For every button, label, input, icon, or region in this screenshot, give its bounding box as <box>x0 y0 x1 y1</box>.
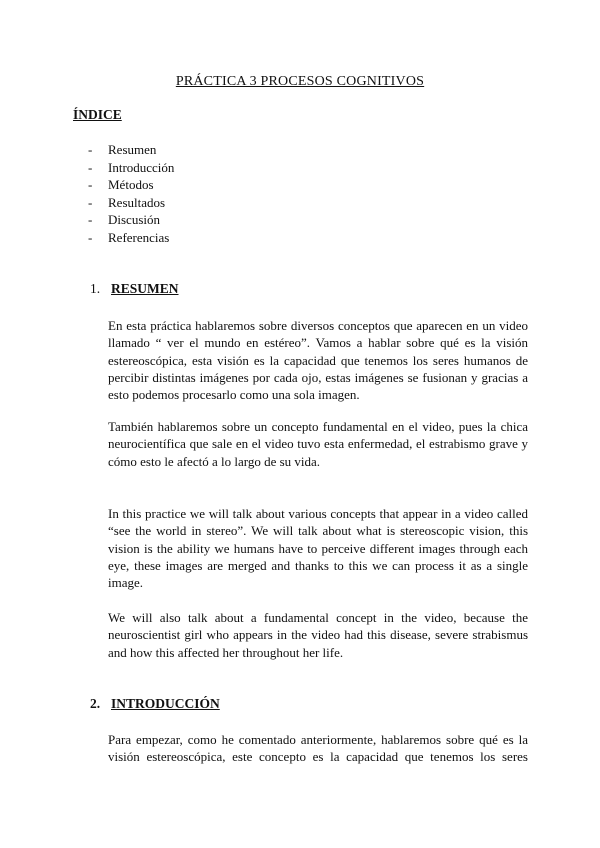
index-bullet: - <box>88 212 93 227</box>
paragraph-resumen-es-2: También hablaremos sobre un concepto fundamental en el video, pues la chica neurocientífica que sale en el video tuvo esta enfermedad, el estrabismo grave y cómo esto le afectó a lo largo de su vida. <box>108 419 528 469</box>
index-list <box>88 141 174 246</box>
index-bullet: - <box>88 194 93 210</box>
index-item-label: Métodos <box>108 177 154 192</box>
index-bullet: - <box>88 177 93 192</box>
section-number: 2. <box>90 696 101 711</box>
index-item <box>88 159 174 177</box>
index-item-label: Introducción <box>108 159 175 175</box>
index-item <box>88 229 174 247</box>
section-heading-resumen <box>90 281 179 297</box>
index-item <box>88 194 174 212</box>
document-title: PRÁCTICA 3 PROCESOS COGNITIVOS <box>175 74 425 89</box>
index-item <box>88 176 174 194</box>
index-bullet: - <box>88 159 93 175</box>
index-heading: ÍNDICE <box>73 107 122 122</box>
index-item <box>88 211 174 229</box>
paragraph-resumen-es-1: En esta práctica hablaremos sobre diversos conceptos que aparecen en un video llamado “ ver el mundo en estéreo”. Vamos a hablar sobre qué es la visión estereoscópica, esta visión es la capacidad que tenemos los seres humanos de percibir distintas imágenes por cada ojo, estas imágenes se fusionan y gracias a esto podemos procesarlo como una sola imagen. <box>108 318 528 403</box>
section-title: INTRODUCCIÓN <box>111 696 220 711</box>
index-bullet: - <box>88 142 93 157</box>
paragraph-introduccion-1: Para empezar, como he comentado anteriormente, hablaremos sobre qué es la visión estereoscópica, este concepto es la capacidad que tenemos los seres <box>108 732 528 765</box>
index-item-label: Resultados <box>108 194 166 210</box>
paragraph-resumen-en-2: We will also talk about a fundamental concept in the video, because the neuroscientist girl who appears in the video had this disease, severe strabismus and how this affected her throughout her life. <box>108 610 528 660</box>
index-item-label: Discusión <box>108 212 160 227</box>
section-heading-introduccion <box>90 696 220 712</box>
paragraph-resumen-en-1: In this practice we will talk about various concepts that appear in a video called “see the world in stereo”. We will talk about what is stereoscopic vision, this vision is the ability we humans have to perceive different images through each eye, these images are merged and thanks to this we can process it as a single image. <box>108 506 528 591</box>
index-bullet: - <box>88 229 93 245</box>
section-title: RESUMEN <box>111 281 179 296</box>
section-number: 1. <box>90 281 101 296</box>
index-item-label: Resumen <box>108 142 157 157</box>
index-item <box>88 141 174 159</box>
index-item-label: Referencias <box>108 229 170 245</box>
